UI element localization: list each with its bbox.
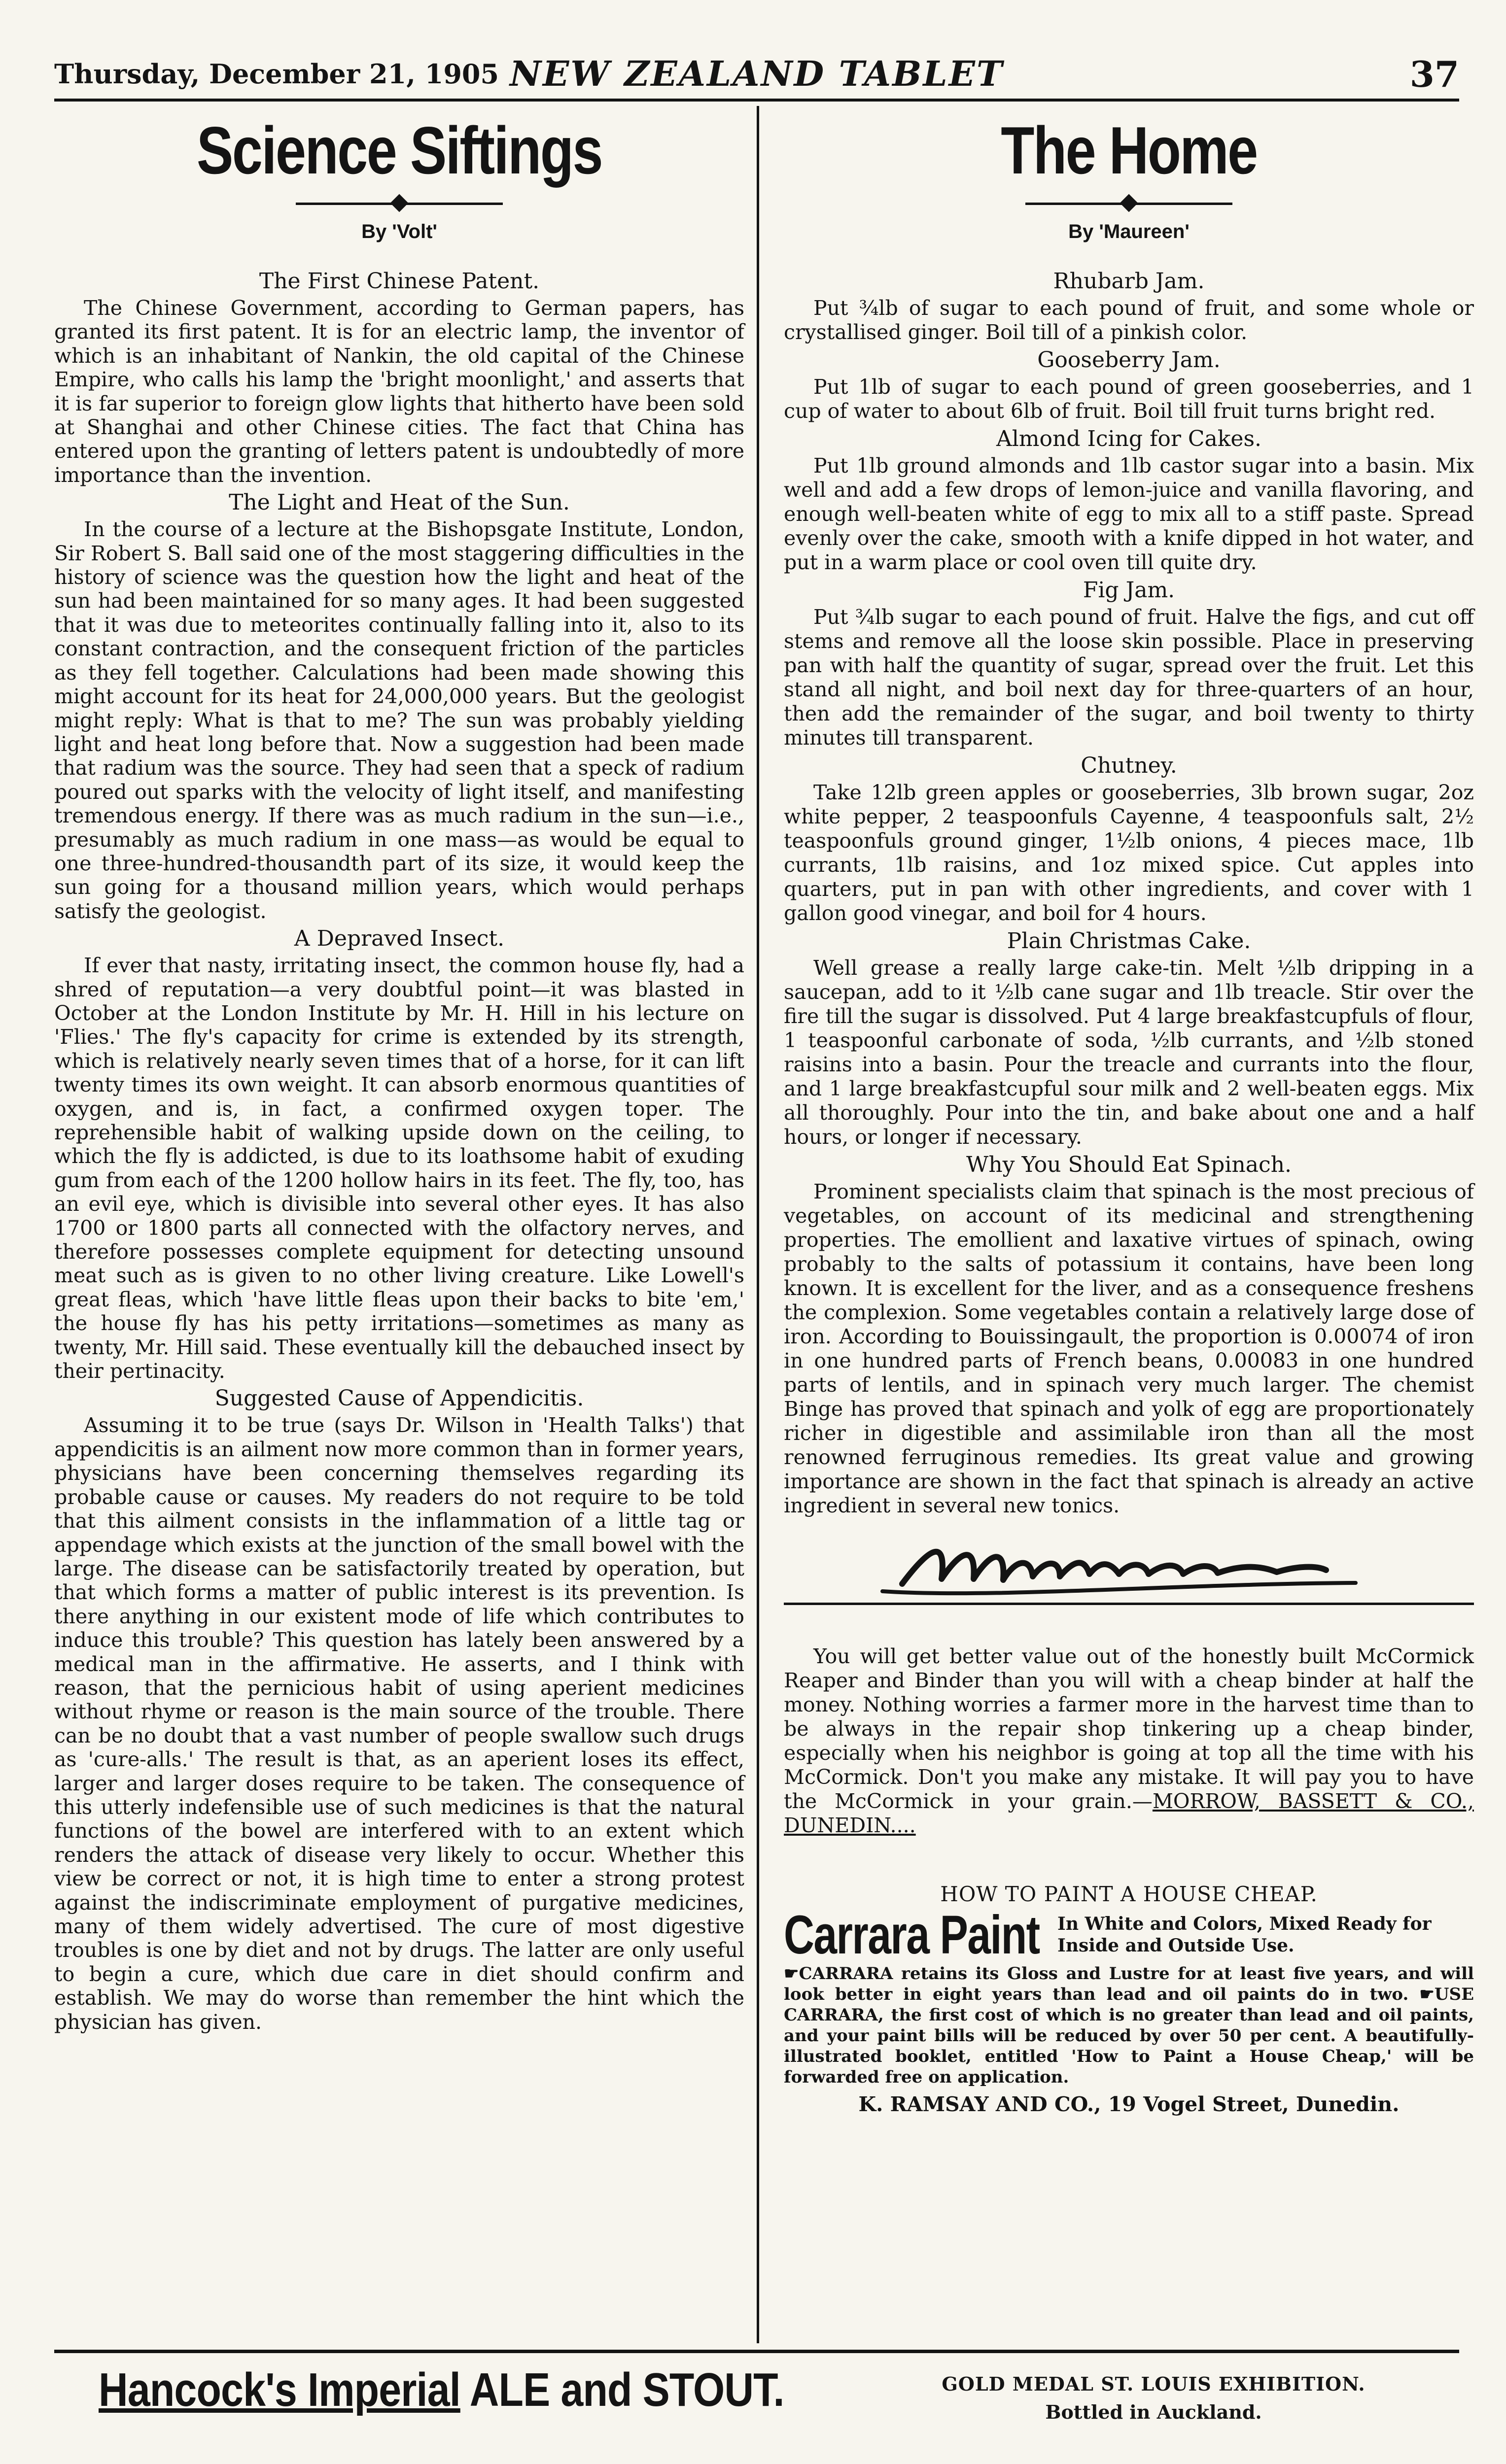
masthead (54, 53, 1459, 102)
article-paragraph: Assuming it to be true (says Dr. Wilson in 'Health Talks') that appendicitis is an ailment now more common than in former years, physicians have been concerning themselves regarding its probable cause or causes. My readers do not require to be told that this ailment consists in the inflammation of a little tag or appendage which exists at the junction of the small bowel with the large. The disease can be satisfactorily treated by operation, but that which forms a matter of public interest is its prevention. Is there anything in our existent mode of life which contributes to induce this trouble? This question has lately been answered by a medical man in the affirmative. He asserts, and I think with reason, that the pernicious habit of using aperient medicines without rhyme or reason is the main source of the trouble. There can be no doubt that a vast number of people swallow such drugs as 'cure-alls.' The result is that, as an aperient loses its effect, larger and larger doses require to be taken. The consequence of this utterly indefensible use of such medicines is that the natural functions of the bowel are interfered with to an extent which renders the attack of disease very likely to occur. Whether this view be correct or not, it is high time to enter a strong protest against the indiscriminate employment of purgative medicines, many of them widely advertised. The cure of most digestive troubles is one by diet and not by drugs. The latter are only useful to begin a cure, which due care in diet should confirm and establish. We may do worse than remember the hint which the physician has given. (54, 1413, 744, 2034)
issue-date: Thursday, December 21, 1905 (54, 58, 499, 90)
science-column (54, 113, 744, 2037)
hancock-advertisement (99, 2363, 784, 2417)
footer-rule (54, 2350, 1459, 2353)
home-column (784, 113, 1474, 2116)
carrara-brand: Carrara Paint (784, 1905, 1040, 1965)
hancock-product: ALE and STOUT. (460, 2363, 784, 2416)
recipe-text: Prominent specialists claim that spinach is the most precious of vegetables, on account of its medicinal and strengthening properties. The emollient and laxative virtues of spinach, owing probably to the salts of potassium it contains, have been long known. It is excellent for the liver, and as a consequence freshens the complexion. Some vegetables contain a relatively large dose of iron. According to Bouissingault, the proportion is 0.00074 of iron in one hundred parts of French beans, 0.00083 in one hundred parts of lentils, and in spinach very much larger. The chemist Binge has proved that spinach and yolk of egg are proportionately richer in digestible and assimilable iron than all the most renowned ferruginous remedies. Its great value and growing importance are shown in the fact that spinach is already an active ingredient in several new tonics. (784, 1180, 1474, 1517)
recipe-title: Plain Christmas Cake. (1007, 928, 1251, 954)
article-subheading: A Depraved Insect. (294, 926, 505, 952)
recipe-text: Put 1lb ground almonds and 1lb castor sugar into a basin. Mix well and add a few drops of lemon-juice and vanilla flavoring, and enough well-beaten white of egg to mix all to a stiff paste. Spread evenly over the cake, smooth with a knife dipped in hot water, and put in a warm place or cool oven till quite dry. (784, 454, 1474, 574)
article-paragraph: The Chinese Government, according to German papers, has granted its first patent. It is for an electric lamp, the inventor of which is an inhabitant of Nankin, the old capital of the Chinese Empire, who calls his lamp the 'bright moonlight,' and asserts that it is far superior to foreign glow lights that hitherto have been sold at Shanghai and other Chinese cities. The fact that China has entered upon the granting of letters patent is undoubtedly of more importance than the invention. (54, 296, 744, 487)
recipe-section (784, 426, 1474, 575)
carrara-headline: HOW TO PAINT A HOUSE CHEAP. (940, 1882, 1318, 1906)
recipe-section (784, 578, 1474, 750)
page-number: 37 (1409, 53, 1459, 95)
recipe-section (784, 928, 1474, 1149)
hancock-brand: Hancock's Imperial (99, 2363, 460, 2416)
heading-ornament (296, 196, 503, 211)
maureen-signature (784, 1525, 1474, 1599)
article-section (54, 490, 744, 923)
recipe-title: Rhubarb Jam. (1053, 269, 1205, 294)
recipe-title: Why You Should Eat Spinach. (966, 1152, 1292, 1177)
article-subheading: The First Chinese Patent. (259, 269, 540, 294)
science-byline: By 'Volt' (361, 221, 437, 242)
recipe-title: Almond Icing for Cakes. (996, 426, 1262, 451)
home-heading: The Home (1001, 113, 1257, 188)
article-section (54, 1386, 744, 2034)
article-paragraph: In the course of a lecture at the Bishopsgate Institute, London, Sir Robert S. Ball said one of the most staggering difficulties in the history of science was the question how the light and heat of the sun had been maintained for so many ages. It had been suggested that it was due to meteorites continually falling into it, also to its constant contraction, and the consequent friction of the particles as they fell together. Calculations had been made showing this might account for its heat for 24,000,000 years. But the geologist might reply: What is that to me? The sun was probably yielding light and heat long before that. Now a suggestion had been made that radium was the source. They had seen that a speck of radium poured out sparks with the velocity of light itself, and manifesting tremendous energy. If there was as much radium in the sun—i.e., presumably as much radium in one mass—as would be equal to one three-hundred-thousandth part of its size, it would keep the sun going for a thousand million years, which would perhaps satisfy the geologist. (54, 517, 744, 923)
heading-ornament (1025, 196, 1232, 211)
carrara-agent: K. RAMSAY AND CO., 19 Vogel Street, Dunedin. (858, 2092, 1400, 2116)
carrara-body: ☛CARRARA retains its Gloss and Lustre for at least five years, and will look better in eight years than lead and oil paints do in two. ☛USE CARRARA, the first cost of which is no greater than lead and oil paints, and your paint bills will be reduced by over 50 per cent. A beautifully-illustrated booklet, entitled 'How to Paint a House Cheap,' will be forwarded free on application. (784, 1964, 1474, 2087)
article-subheading: Suggested Cause of Appendicitis. (214, 1386, 584, 1411)
recipe-text: Take 12lb green apples or gooseberries, 3lb brown sugar, 2oz white pepper, 2 teaspoonfuls Cayenne, 4 teaspoonfuls salt, 2½ teaspoonfuls ground ginger, 1½lb onions, 4 pieces mace, 1lb currants, 1lb raisins, and 1oz mixed spice. Cut apples into quarters, put in pan with other ingredients, and cover with 1 gallon good vinegar, and boil for 4 hours. (784, 781, 1474, 925)
exhibition-notice (882, 2373, 1425, 2423)
article-subheading: The Light and Heat of the Sun. (229, 490, 570, 515)
article-section (54, 926, 744, 1383)
mccormick-firm: MORROW, BASSETT & CO., DUNEDIN.... (784, 1789, 1474, 1837)
home-byline: By 'Maureen' (1068, 221, 1190, 242)
article-section (54, 269, 744, 487)
science-heading: Science Siftings (196, 113, 602, 188)
recipe-section (784, 347, 1474, 423)
exhibition-line: GOLD MEDAL ST. LOUIS EXHIBITION. (942, 2373, 1366, 2395)
recipe-title: Fig Jam. (1083, 578, 1175, 603)
article-paragraph: If ever that nasty, irritating insect, the common house fly, had a shred of reputation—a very doubtful point—it was blasted in October at the London Institute by Mr. H. Hill in his lecture on 'Flies.' The fly's capacity for crime is extended by its strength, which is relatively nearly seven times that of a horse, for it can lift twenty times its own weight. It can absorb enormous quantities of oxygen, and is, in fact, a confirmed oxygen toper. The reprehensible habit of walking upside down on the ceiling, to which the fly is addicted, is due to its loathsome habit of exuding gum from each of the 1200 hollow hairs in its feet. The fly, too, has an evil eye, which is divisible into several other eyes. It has also 1700 or 1800 parts all connected with the olfactory nerves, and therefore possesses complete equipment for detecting unsound meat such as is given to no other living creature. Like Lowell's great fleas, which 'have little fleas upon their backs to bite 'em,' the house fly has his petty irritations—sometimes as many as twenty, Mr. Hill said. These eventually kill the debauched insect by their pertinacity. (54, 954, 744, 1383)
recipe-section (784, 269, 1474, 344)
recipe-title: Chutney. (1081, 753, 1177, 778)
carrara-brand-row (784, 1905, 1474, 1965)
recipe-section (784, 1152, 1474, 1518)
signature-rule (784, 1603, 1474, 1605)
recipe-text: Put ¾lb of sugar to each pound of fruit, and some whole or crystallised ginger. Boil till of a pinkish color. (784, 296, 1474, 344)
bottling-line: Bottled in Auckland. (1045, 2401, 1262, 2423)
carrara-advertisement (784, 1882, 1474, 2116)
publication-title: NEW ZEALAND TABLET (509, 53, 1004, 94)
mccormick-advertisement (784, 1644, 1474, 1838)
carrara-tagline: In White and Colors, Mixed Ready for Inside and Outside Use. (1057, 1914, 1432, 1956)
recipe-text: Well grease a really large cake-tin. Melt ½lb dripping in a saucepan, add to it ½lb cane sugar and 1lb treacle. Stir over the fire till the sugar is dissolved. Put 4 large breakfastcupfuls of flour, 1 teaspoonful carbonate of soda, ½lb currants, and ½lb stoned raisins into a basin. Pour the treacle and currants into the flour, and 1 large breakfastcupful sour milk and 2 well-beaten eggs. Mix all thoroughly. Pour into the tin, and bake about one and a half hours, or longer if necessary. (784, 956, 1474, 1149)
signature-flourish (784, 1525, 1474, 1599)
column-divider (757, 106, 759, 2343)
recipe-text: Put 1lb of sugar to each pound of green gooseberries, and 1 cup of water to about 6lb of fruit. Boil till fruit turns bright red. (784, 375, 1474, 423)
recipe-title: Gooseberry Jam. (1037, 347, 1221, 373)
recipe-text: Put ¾lb sugar to each pound of fruit. Halve the figs, and cut off stems and remove all the loose skin possible. Place in preserving pan with half the quantity of sugar, spread over the fruit. Let this stand all night, and boil next day for three-quarters of an hour, then add the remainder of the sugar, and boil twenty to thirty minutes till transparent. (784, 605, 1474, 750)
mccormick-text: You will get better value out of the honestly built McCormick Reaper and Binder than you will with a cheap binder at half the money. Nothing worries a farmer more in the harvest time than to be always in the repair shop tinkering up a cheap binder, especially when his neighbor is going at top all the time with his McCormick. Don't you make any mistake. It will pay you to have the McCormick in your grain.— (784, 1644, 1474, 1813)
recipe-section (784, 753, 1474, 925)
